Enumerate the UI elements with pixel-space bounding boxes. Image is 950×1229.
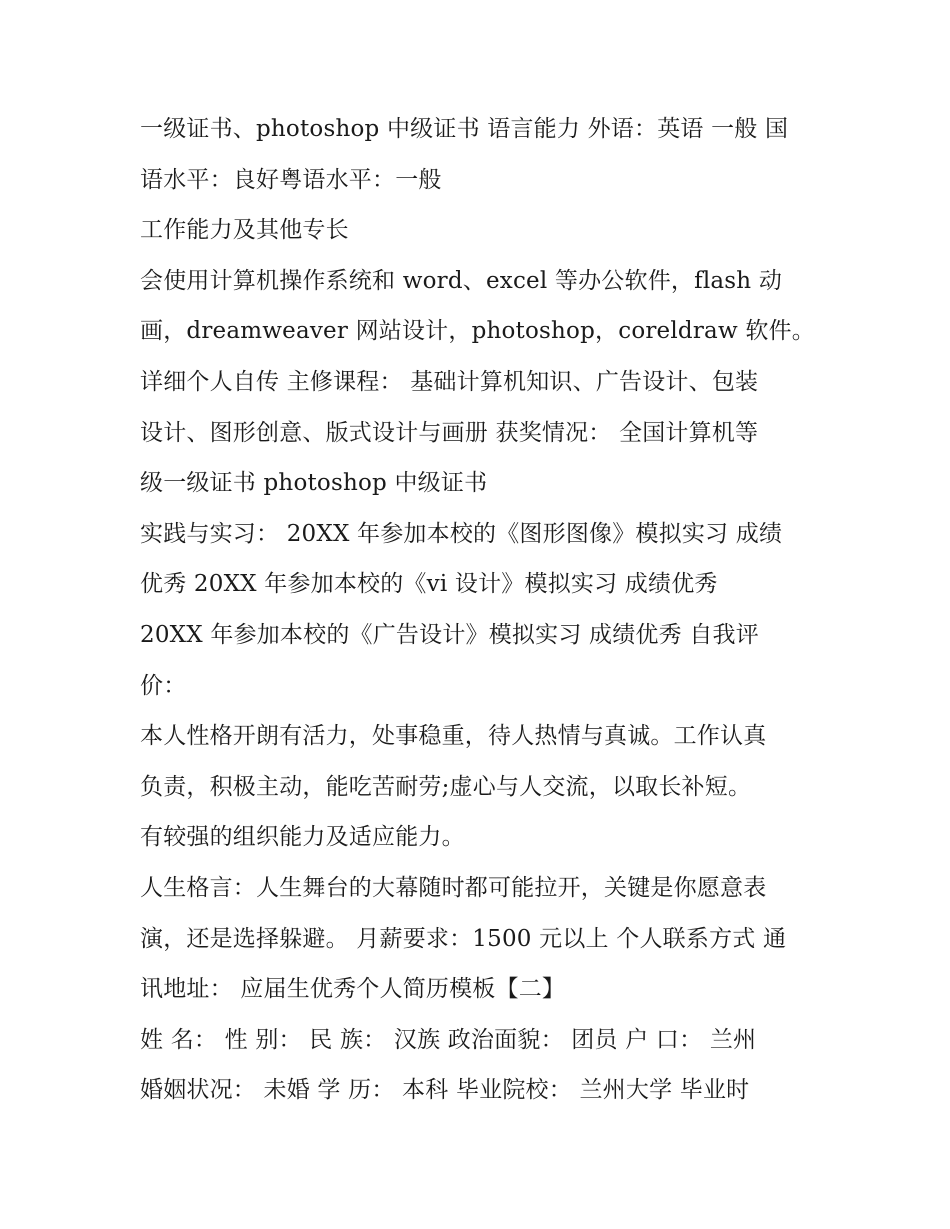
text-line: 设计、图形创意、版式设计与画册 获奖情况： 全国计算机等 — [140, 419, 759, 446]
text-line: 实践与实习： 20XX 年参加本校的《图形图像》模拟实习 成绩 — [140, 520, 783, 547]
text-line: 价： — [140, 672, 187, 699]
text-line: 20XX 年参加本校的《广告设计》模拟实习 成绩优秀 自我评 — [140, 621, 759, 648]
text-line: 语水平：良好粤语水平：一般 — [140, 166, 442, 193]
text-line: 演，还是选择躲避。 月薪要求：1500 元以上 个人联系方式 通 — [140, 925, 787, 952]
text-line: 优秀 20XX 年参加本校的《vi 设计》模拟实习 成绩优秀 — [140, 571, 718, 598]
text-line: 有较强的组织能力及适应能力。 — [140, 824, 465, 851]
section-heading: 工作能力及其他专长 — [140, 217, 349, 244]
text-line: 会使用计算机操作系统和 word、excel 等办公软件，flash 动 — [140, 267, 783, 294]
text-line: 详细个人自传 主修课程： 基础计算机知识、广告设计、包装 — [140, 368, 759, 395]
text-line: 姓 名： 性 别： 民 族： 汉族 政治面貌： 团员 户 口： 兰州 — [140, 1026, 757, 1053]
text-line: 级一级证书 photoshop 中级证书 — [140, 470, 488, 497]
text-line: 本人性格开朗有活力，处事稳重，待人热情与真诚。工作认真 — [140, 723, 767, 750]
text-line: 人生格言：人生舞台的大幕随时都可能拉开，关键是你愿意表 — [140, 874, 767, 901]
document-body — [140, 104, 820, 1116]
text-line: 婚姻状况： 未婚 学 历： 本科 毕业院校： 兰州大学 毕业时 — [140, 1077, 750, 1104]
text-line: 画，dreamweaver 网站设计，photoshop，coreldraw 软件。 — [140, 318, 815, 345]
text-line: 讯地址： 应届生优秀个人简历模板【二】 — [140, 976, 566, 1003]
text-line: 负责，积极主动，能吃苦耐劳;虚心与人交流，以取长补短。 — [140, 773, 752, 800]
text-line: 一级证书、photoshop 中级证书 语言能力 外语：英语 一般 国 — [140, 116, 789, 142]
